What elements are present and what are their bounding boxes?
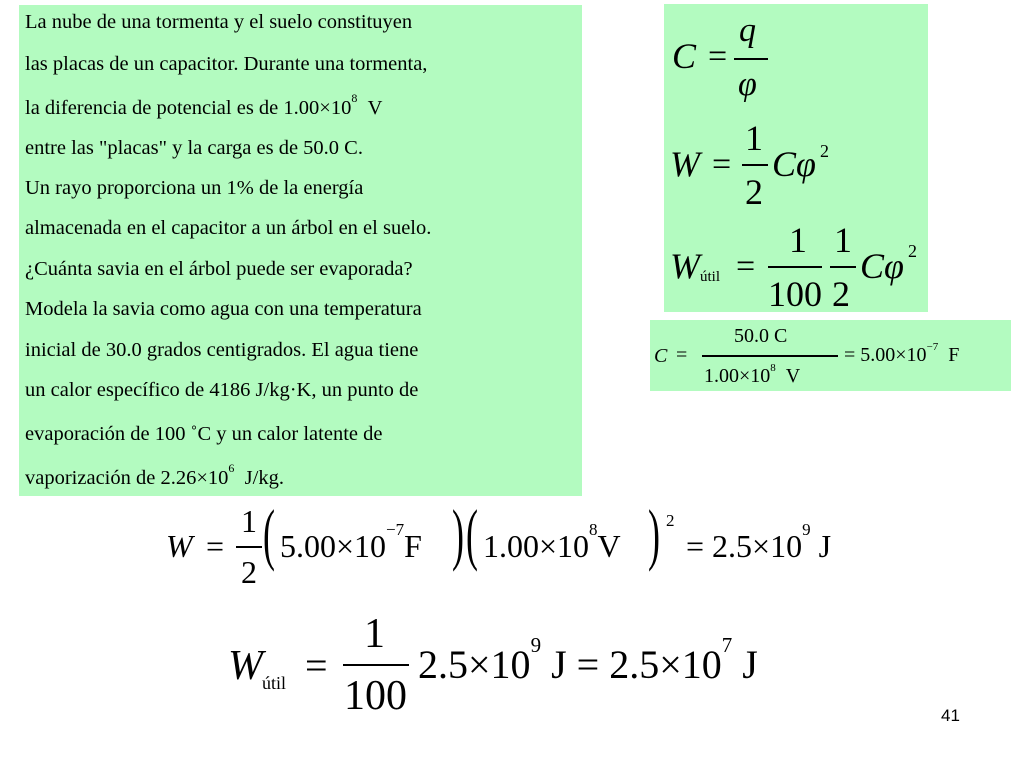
f1-denominator: φ bbox=[738, 66, 757, 103]
f2-fraction-bar bbox=[742, 164, 768, 166]
problem-line-12 bbox=[25, 461, 284, 490]
f3-rhs: Cφ bbox=[860, 246, 904, 286]
f1-fraction-bar bbox=[734, 58, 768, 60]
problem-line-7: ¿Cuánta savia en el árbol puede ser evaporada? bbox=[25, 258, 413, 280]
useful-term-exp: 9 bbox=[530, 632, 542, 657]
problem-line-6: almacenada en el capacitor a un árbol en el suelo. bbox=[25, 217, 432, 239]
potential-unit: V bbox=[367, 96, 383, 119]
problem-line-3 bbox=[25, 91, 383, 120]
useful-term-value: 2.5×10 bbox=[418, 642, 531, 687]
energy-term2-unit: V bbox=[597, 528, 621, 564]
f1-equals: = bbox=[708, 38, 728, 75]
latent-heat-text: vaporización de 2.26×10 bbox=[25, 466, 229, 489]
f3-denominator-2: 2 bbox=[832, 274, 850, 314]
useful-lhs: W bbox=[228, 643, 263, 689]
latent-heat-unit: J/kg. bbox=[244, 466, 284, 489]
energy-fraction-bar bbox=[236, 546, 262, 548]
energy-numerator: 1 bbox=[241, 503, 257, 539]
f2-exponent: 2 bbox=[820, 141, 829, 161]
energy-lhs: W bbox=[166, 528, 193, 564]
capacitance-denominator-main: 1.00×10 bbox=[704, 365, 771, 387]
energy-close-paren-2: ) bbox=[648, 496, 660, 573]
capacitance-fraction-bar bbox=[702, 355, 838, 357]
capacitance-box bbox=[650, 320, 1011, 391]
useful-numerator: 1 bbox=[364, 611, 385, 657]
problem-line-1: La nube de una tormenta y el suelo constituyen bbox=[25, 11, 413, 33]
capacitance-result bbox=[844, 341, 960, 366]
capacitance-denominator-unit: V bbox=[785, 365, 801, 387]
energy-term2-exp: 8 bbox=[589, 520, 598, 540]
capacitance-denominator bbox=[704, 362, 801, 387]
latent-heat-exponent: 6 bbox=[228, 461, 235, 475]
f1-numerator: q bbox=[739, 12, 756, 49]
energy-term2-value: 1.00×10 bbox=[483, 528, 590, 564]
capacitance-denominator-exp: 8 bbox=[770, 362, 776, 375]
energy-close-paren-1: ) bbox=[452, 496, 464, 573]
problem-line-11: evaporación de 100 ˚C y un calor latente de bbox=[25, 423, 383, 445]
capacitance-result-unit: F bbox=[948, 344, 960, 366]
energy-open-paren-1: ( bbox=[263, 496, 275, 573]
useful-result-exp: 7 bbox=[721, 632, 733, 657]
energy-result-value: = 2.5×10 bbox=[686, 528, 803, 564]
potential-exponent: 8 bbox=[351, 91, 358, 105]
useful-fraction-bar bbox=[343, 664, 409, 666]
useful-term-unit: J = 2.5×10 bbox=[551, 642, 722, 687]
f2-numerator: 1 bbox=[745, 118, 763, 158]
f3-numerator-1: 1 bbox=[789, 220, 807, 260]
f3-exponent: 2 bbox=[908, 241, 917, 261]
problem-line-4: entre las "placas" y la carga es de 50.0 C. bbox=[25, 137, 363, 159]
f3-subscript: útil bbox=[700, 269, 721, 285]
f3-fraction-bar-1 bbox=[768, 266, 822, 268]
energy-equals: = bbox=[206, 528, 225, 564]
f2-lhs: W bbox=[670, 144, 700, 184]
potential-difference-text: la diferencia de potencial es de 1.00×10 bbox=[25, 96, 352, 119]
problem-line-2: las placas de un capacitor. Durante una tormenta, bbox=[25, 53, 428, 75]
useful-equals: = bbox=[305, 643, 328, 688]
f2-rhs: Cφ bbox=[772, 144, 816, 184]
energy-outer-exponent: 2 bbox=[666, 511, 675, 530]
energy-result-exp: 9 bbox=[802, 520, 811, 540]
f3-denominator-1: 100 bbox=[768, 274, 822, 314]
f3-lhs: W bbox=[670, 246, 700, 286]
page-number: 41 bbox=[941, 706, 960, 725]
f1-lhs: C bbox=[672, 36, 697, 76]
energy-denominator: 2 bbox=[241, 554, 257, 590]
f2-equals: = bbox=[712, 146, 732, 183]
energy-term2 bbox=[483, 520, 621, 564]
problem-line-8: Modela la savia como agua con una temperatura bbox=[25, 298, 422, 320]
energy-result-unit: J bbox=[818, 528, 832, 564]
capacitance-equals: = bbox=[676, 344, 688, 366]
problem-statement-box bbox=[19, 5, 582, 496]
useful-denominator: 100 bbox=[344, 673, 407, 719]
f3-fraction-bar-2 bbox=[830, 266, 856, 268]
problem-line-5: Un rayo proporciona un 1% de la energía bbox=[25, 177, 364, 199]
formula-box bbox=[664, 4, 928, 312]
capacitance-numerator: 50.0 C bbox=[734, 325, 788, 347]
useful-result-unit: J bbox=[742, 642, 758, 687]
energy-open-paren-2: ( bbox=[466, 496, 478, 573]
capacitance-result-value: = 5.00×10 bbox=[844, 344, 927, 366]
energy-term1-value: 5.00×10 bbox=[280, 528, 387, 564]
capacitance-lhs: C bbox=[654, 345, 668, 367]
problem-line-9: inicial de 30.0 grados centigrados. El agua tiene bbox=[25, 339, 419, 361]
f2-denominator: 2 bbox=[745, 172, 763, 212]
energy-term1-unit: F bbox=[404, 528, 422, 564]
useful-subscript: útil bbox=[262, 673, 287, 693]
energy-term1 bbox=[280, 520, 422, 564]
problem-line-10: un calor específico de 4186 J/kg·K, un punto de bbox=[25, 379, 419, 401]
f3-equals: = bbox=[736, 248, 756, 285]
f3-numerator-2: 1 bbox=[834, 220, 852, 260]
energy-term1-exp: −7 bbox=[386, 520, 405, 540]
energy-result bbox=[686, 520, 832, 564]
useful-result bbox=[418, 632, 758, 687]
capacitance-result-exp: −7 bbox=[926, 341, 939, 354]
